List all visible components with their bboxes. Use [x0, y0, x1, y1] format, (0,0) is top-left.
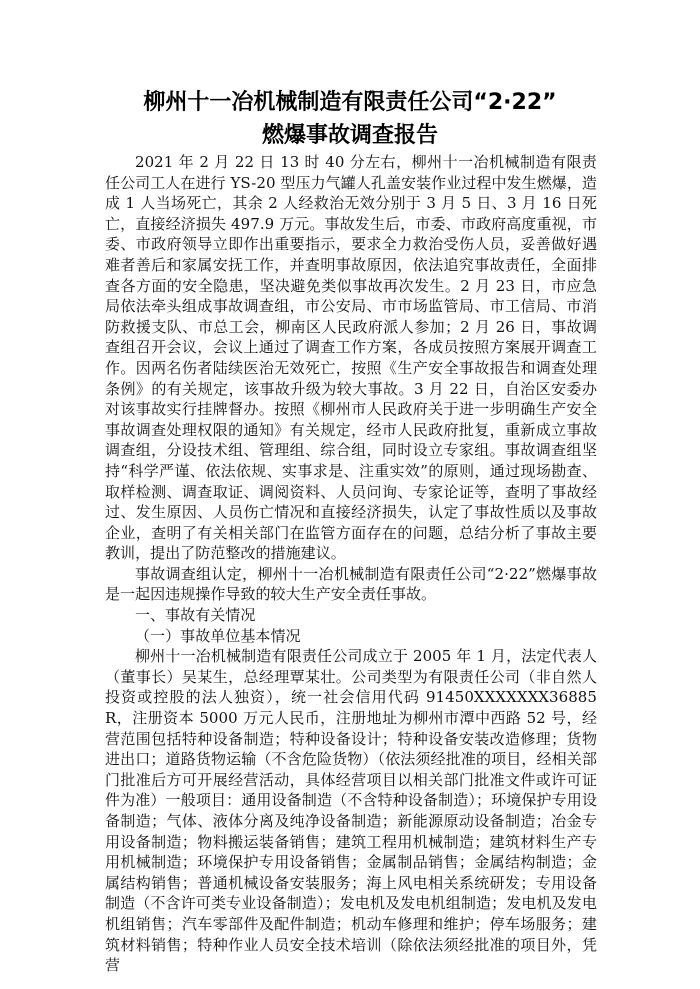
document-title-line-2: 燃爆事故调查报告: [261, 123, 438, 148]
subsection-heading-1: （一）事故单位基本情况: [135, 626, 301, 645]
section-heading-1: 一、事故有关情况: [135, 606, 256, 625]
document-body: [105, 152, 597, 976]
paragraph-conclusion: 事故调查组认定，柳州十一冶机械制造有限责任公司“2·22”燃爆事故是一起因违规操作导致的较大生产安全责任事故。: [105, 564, 597, 604]
document-title-line-1: 柳州十一冶机械制造有限责任公司“2·22”: [143, 90, 557, 115]
paragraph-summary: 2021 年 2 月 22 日 13 时 40 分左右，柳州十一冶机械制造有限责任公司工人在进行 YS-20 型压力气罐人孔盖安装作业过程中发生燃爆，造成 1 人当场死亡，其余 2 人经救治无效分别于 3 月 5 日、3 月 16 日死亡，直接经济损失 497.9 万元。事故发生后，市委、市政府高度重视，市委、市政府领导立即作出重要指示，要求全力救治受伤人员，妥善做好遇难者善后和家属安抚工作，并查明事故原因，依法追究事故责任，全面排查各方面的安全隐患，坚决避免类似事故再次发生。2 月 23 日，市应急局依法牵头组成事故调查组，市公安局、市市场监管局、市工信局、市消防救援支队、市总工会，柳南区人民政府派人参加；2 月 26 日，事故调查组召开会议，会议上通过了调查工作方案，各成员按照方案展开调查工作。因两名伤者陆续医治无效死亡，按照《生产安全事故报告和调查处理条例》的有关规定，该事故升级为较大事故。3 月 22 日，自治区安委办对该事故实行挂牌督办。按照《柳州市人民政府关于进一步明确生产安全事故调查处理权限的通知》有关规定，经市人民政府批复，重新成立事故调查组，分设技术组、管理组、综合组，同时设立专家组。事故调查组坚持“科学严谨、依法依规、实事求是、注重实效”的原则，通过现场勘查、取样检测、调查取证、调阅资料、人员问询、专家论证等，查明了事故经过、发生原因、人员伤亡情况和直接经济损失，认定了事故性质以及事故企业，查明了有关相关部门在监管方面存在的问题，总结分析了事故主要教训，提出了防范整改的措施建议。: [105, 153, 597, 563]
paragraph-company-info: 柳州十一冶机械制造有限责任公司成立于 2005 年 1 月，法定代表人（董事长）吴某生，总经理覃某壮。公司类型为有限责任公司（非自然人投资或控股的法人独资），统一社会信用代码 91450XXXXXXX36885R，注册资本 5000 万元人民币，注册地址为柳州市潭中西路 52 号，经营范围包括特种设备制造；特种设备设计；特种设备安装改造修理；货物进出口；道路货物运输（不含危险货物）（依法须经批准的项目，经相关部门批准后方可开展经营活动，具体经营项目以相关部门批准文件或许可证件为准）一般项目：通用设备制造（不含特种设备制造）；环境保护专用设备制造；气体、液体分离及纯净设备制造；新能源原动设备制造；冶金专用设备制造；物料搬运装备销售；建筑工程用机械制造；建筑材料生产专用机械制造；环境保护专用设备销售；金属制品销售；金属结构制造；金属结构销售；普通机械设备安装服务；海上风电相关系统研发；专用设备制造（不含许可类专业设备制造）；发电机及发电机组制造；发电机及发电机组销售；汽车零部件及配件制造；机动车修理和维护；停车场服务；建筑材料销售；特种作业人员安全技术培训（除依法须经批准的项目外，凭营: [105, 647, 597, 975]
